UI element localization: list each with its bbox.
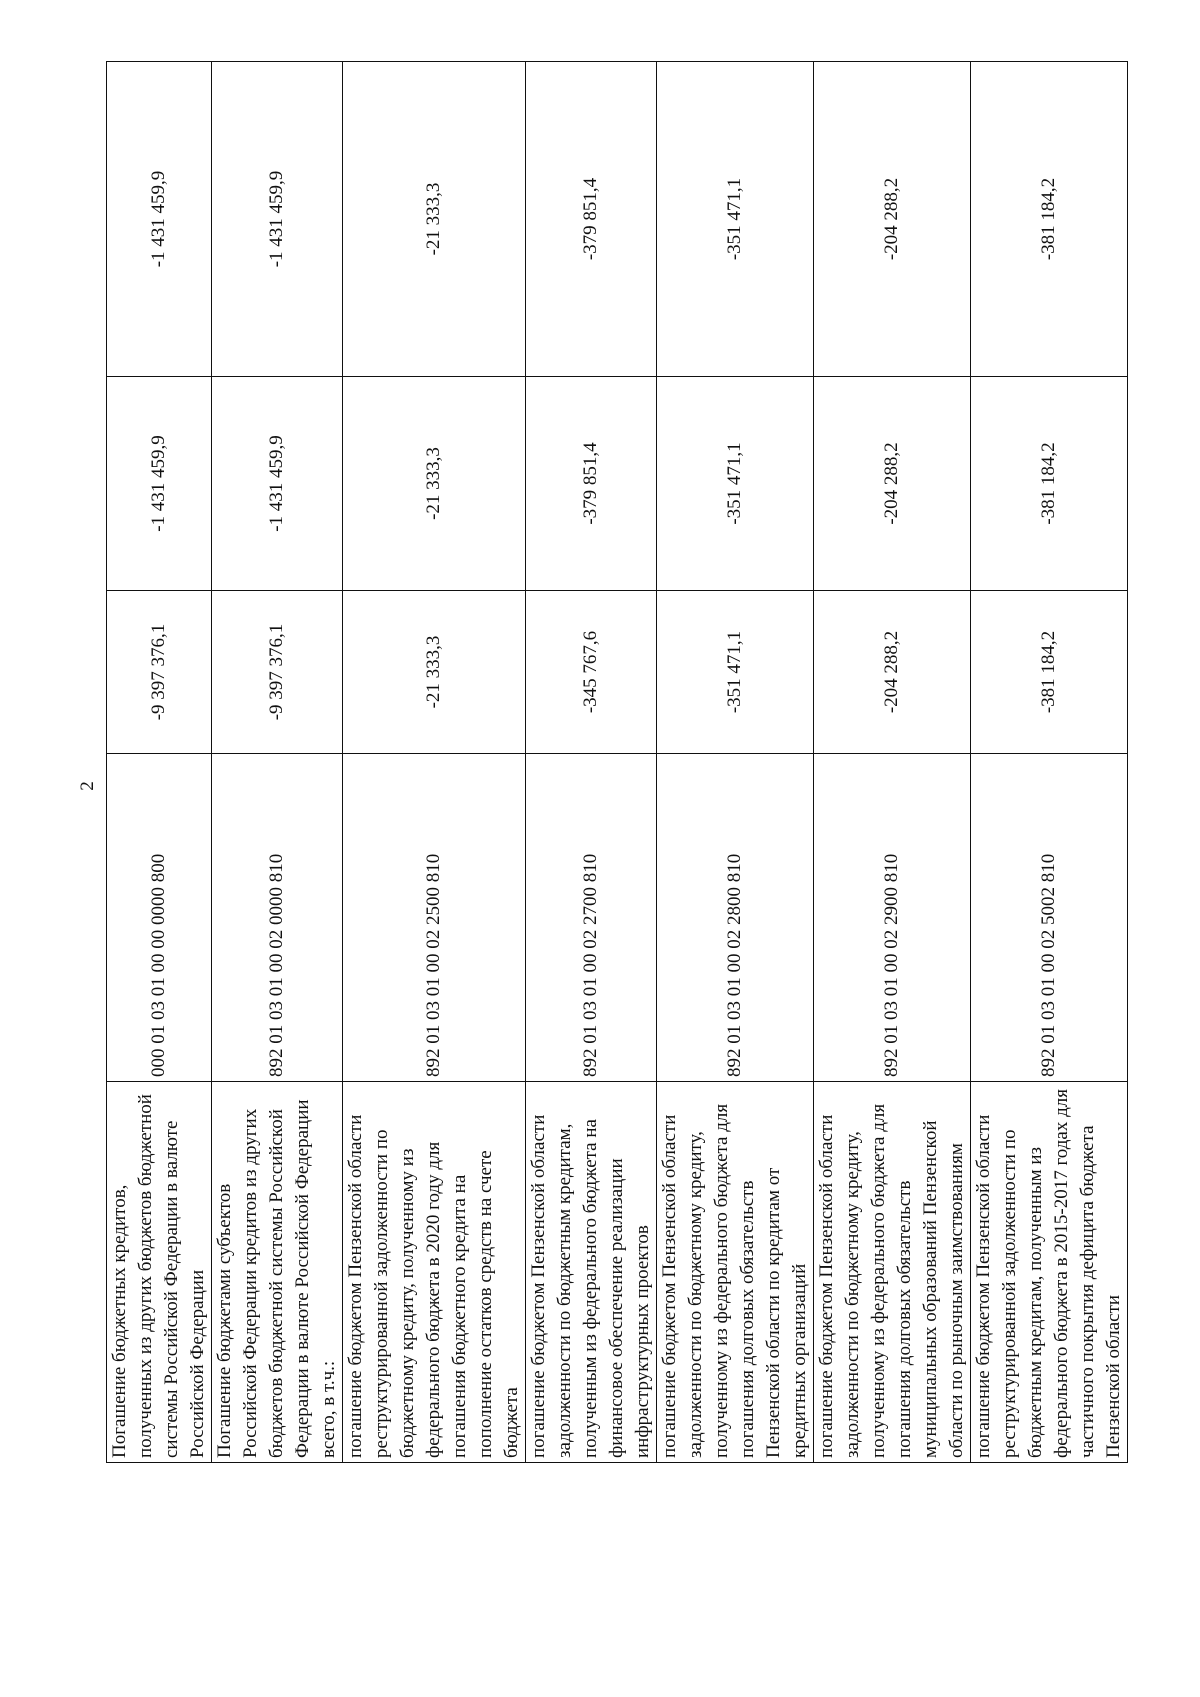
amount-cell-2: -1 431 459,9 [212,377,343,591]
row-description: погашение бюджетом Пензенской области задолженности по бюджетному кредиту, полученному из федерального бюджета для погашения долговых обязательств муниципальных образований Пензенской области по рыночным заимствованиям [814,1082,971,1463]
budget-classification-code: 892 01 03 01 00 02 2500 810 [343,754,526,1082]
amount-cell-3: -21 333,3 [343,62,526,377]
amount-cell-2: -1 431 459,9 [107,377,212,591]
table-row [814,62,971,1463]
amount-cell-1: -204 288,2 [814,591,971,754]
amount-cell-3: -381 184,2 [971,62,1128,377]
page-number: 2 [77,781,98,791]
table-row [107,62,212,1463]
budget-classification-code: 000 01 03 01 00 00 0000 800 [107,754,212,1082]
amount-cell-1: -21 333,3 [343,591,526,754]
amount-cell-2: -351 471,1 [657,377,814,591]
row-description: Погашение бюджетных кредитов, полученных из других бюджетов бюджетной системы Российской Федерации в валюте Российской Федерации [107,1082,212,1463]
budget-sources-table [106,61,1128,1463]
amount-cell-1: -9 397 376,1 [212,591,343,754]
table-row [526,62,657,1463]
amount-cell-3: -204 288,2 [814,62,971,377]
amount-cell-3: -351 471,1 [657,62,814,377]
budget-classification-code: 892 01 03 01 00 02 5002 810 [971,754,1128,1082]
row-description: Погашение бюджетами субъектов Российской Федерации кредитов из других бюджетов бюджетной системы Российской Федерации в валюте Российской Федерации всего, в т.ч.: [212,1082,343,1463]
amount-cell-2: -21 333,3 [343,377,526,591]
amount-cell-2: -204 288,2 [814,377,971,591]
budget-classification-code: 892 01 03 01 00 02 2800 810 [657,754,814,1082]
amount-cell-3: -379 851,4 [526,62,657,377]
table-container [106,62,1124,1463]
amount-cell-2: -381 184,2 [971,377,1128,591]
budget-classification-code: 892 01 03 01 00 02 2700 810 [526,754,657,1082]
table-row [657,62,814,1463]
amount-cell-1: -381 184,2 [971,591,1128,754]
amount-cell-2: -379 851,4 [526,377,657,591]
row-description: погашение бюджетом Пензенской области реструктурированной задолженности по бюджетному кредиту, полученному из федерального бюджета в 2020 году для погашения бюджетного кредита на пополнение остатков средств на счете бюджета [343,1082,526,1463]
row-description: погашение бюджетом Пензенской области задолженности по бюджетным кредитам, полученным из федерального бюджета на финансовое обеспечение реализации инфраструктурных проектов [526,1082,657,1463]
table-row [212,62,343,1463]
budget-classification-code: 892 01 03 01 00 02 0000 810 [212,754,343,1082]
table-row [343,62,526,1463]
amount-cell-1: -351 471,1 [657,591,814,754]
amount-cell-1: -9 397 376,1 [107,591,212,754]
amount-cell-3: -1 431 459,9 [107,62,212,377]
table-row [971,62,1128,1463]
row-description: погашение бюджетом Пензенской области задолженности по бюджетному кредиту, полученному из федерального бюджета для погашения долговых обязательств Пензенской области по кредитам от кредитных организаций [657,1082,814,1463]
amount-cell-1: -345 767,6 [526,591,657,754]
budget-classification-code: 892 01 03 01 00 02 2900 810 [814,754,971,1082]
amount-cell-3: -1 431 459,9 [212,62,343,377]
row-description: погашение бюджетом Пензенской области реструктурированной задолженности по бюджетным кредитам, полученным из федерального бюджета в 2015-2017 годах для частичного покрытия дефицита бюджета Пензенской области [971,1082,1128,1463]
